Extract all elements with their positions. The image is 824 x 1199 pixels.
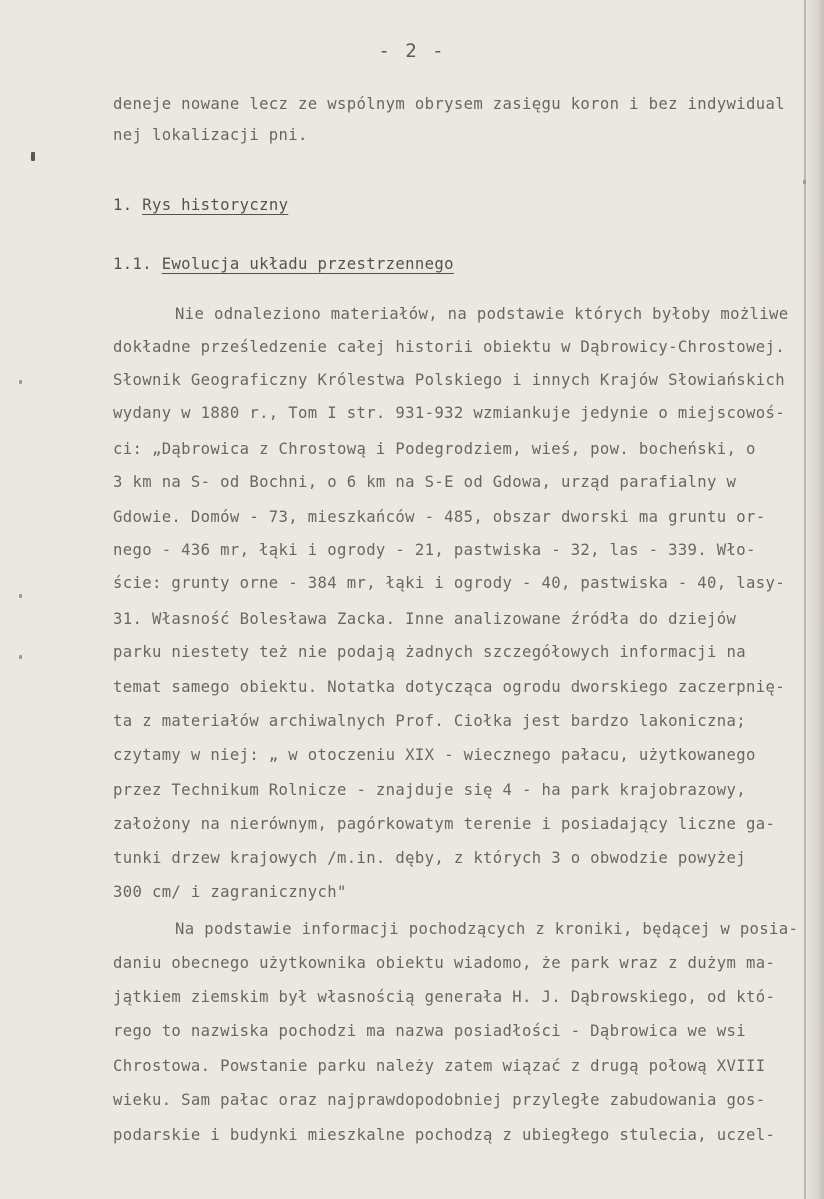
body-line: jątkiem ziemskim był własnością generała H. J. Dąbrowskiego, od któ- [113, 988, 776, 1006]
speck-mark [803, 180, 806, 184]
body-line: nego - 436 mr, łąki i ogrody - 21, pastwiska - 32, las - 339. Wło- [113, 541, 756, 559]
section-title: Rys historyczny [142, 196, 289, 214]
speck-mark [19, 380, 22, 384]
subsection-heading [113, 255, 454, 273]
body-line: Na podstawie informacji pochodzących z kroniki, będącej w posia- [175, 920, 799, 938]
body-line: 31. Własność Bolesława Zacka. Inne analizowane źródła do dziejów [113, 610, 737, 628]
section-heading [113, 196, 288, 214]
body-line: Gdowie. Domów - 73, mieszkańców - 485, obszar dworski ma gruntu or- [113, 508, 766, 526]
intro-line: nej lokalizacji pni. [113, 126, 308, 144]
body-line: daniu obecnego użytkownika obiektu wiadomo, że park wraz z dużym ma- [113, 954, 776, 972]
body-line: założony na nierównym, pagórkowatym terenie i posiadający liczne ga- [113, 815, 776, 833]
body-line: Chrostowa. Powstanie parku należy zatem wiązać z drugą połową XVIII [113, 1057, 766, 1075]
body-line: parku niestety też nie podają żadnych szczegółowych informacji na [113, 643, 746, 661]
body-line: czytamy w niej: „ w otoczeniu XIX - wiecznego pałacu, użytkowanego [113, 746, 756, 764]
speck-mark [19, 594, 22, 598]
body-line: ście: grunty orne - 384 mr, łąki i ogrody - 40, pastwiska - 40, lasy- [113, 574, 785, 592]
body-line: 300 cm/ i zagranicznych" [113, 883, 347, 901]
body-line: 3 km na S- od Bochni, o 6 km na S-E od Gdowa, urząd parafialny w [113, 473, 737, 491]
body-line: ta z materiałów archiwalnych Prof. Ciołka jest bardzo lakoniczna; [113, 712, 746, 730]
subsection-title: Ewolucja układu przestrzennego [161, 255, 454, 273]
subsection-number: 1.1. [113, 255, 152, 273]
body-line: temat samego obiektu. Notatka dotycząca ogrodu dworskiego zaczerpnię- [113, 678, 785, 696]
body-line: przez Technikum Rolnicze - znajduje się 4 - ha park krajobrazowy, [113, 781, 746, 799]
section-number: 1. [113, 196, 133, 214]
body-line: ci: „Dąbrowica z Chrostową i Podegrodziem, wieś, pow. bocheński, o [113, 440, 756, 458]
body-line: podarskie i budynki mieszkalne pochodzą z ubiegłego stulecia, uczel- [113, 1126, 776, 1144]
body-line: wieku. Sam pałac oraz najprawdopodobniej przyległe zabudowania gos- [113, 1091, 766, 1109]
body-line: dokładne prześledzenie całej historii obiektu w Dąbrowicy-Chrostowej. [113, 338, 785, 356]
body-line: tunki drzew krajowych /m.in. dęby, z których 3 o obwodzie powyżej [113, 849, 746, 867]
binding-hole-mark [31, 152, 35, 161]
body-line: rego to nazwiska pochodzi ma nazwa posiadłości - Dąbrowica we wsi [113, 1022, 746, 1040]
intro-line: deneje nowane lecz ze wspólnym obrysem zasięgu koron i bez indywidual [113, 95, 785, 113]
body-line: Nie odnaleziono materiałów, na podstawie których byłoby możliwe [175, 305, 789, 323]
body-line: wydany w 1880 r., Tom I str. 931-932 wzmiankuje jedynie o miejscowoś- [113, 404, 785, 422]
speck-mark [19, 655, 22, 659]
body-line: Słownik Geograficzny Królestwa Polskiego i innych Krajów Słowiańskich [113, 371, 785, 389]
page-number: - 2 - [378, 40, 446, 62]
